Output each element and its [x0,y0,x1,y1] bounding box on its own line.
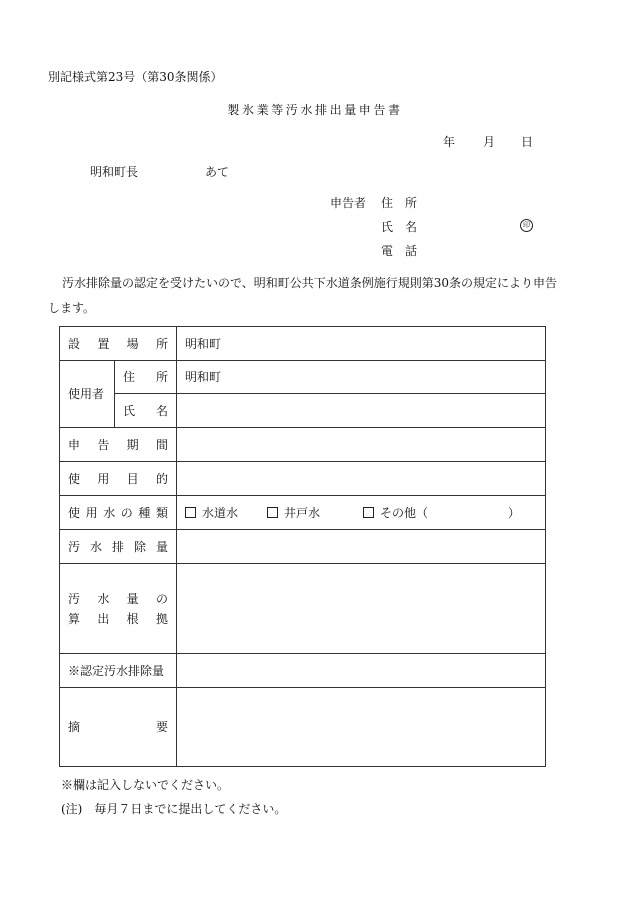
user-label: 使用者 [60,361,115,428]
date-day: 日 [521,135,534,149]
note-deadline: (注) 毎月７日までに提出してください。 [61,802,287,816]
declarant-name-label: 氏 名 [381,220,418,234]
discharge-field[interactable] [177,530,546,564]
option-well-water[interactable] [267,504,363,522]
checkbox-icon[interactable] [185,507,196,518]
row-location [60,327,546,361]
row-period [60,428,546,462]
user-address-label: 住所 [115,361,177,394]
row-discharge [60,530,546,564]
certified-label: ※認定汚水排除量 [60,654,177,688]
row-certified [60,654,546,688]
checkbox-icon[interactable] [363,507,374,518]
declarant-phone-label: 電 話 [381,244,418,258]
option-other[interactable] [363,504,428,522]
form-reference: 別記様式第23号（第30条関係） [48,70,223,84]
declarant-address-label: 住 所 [381,196,418,210]
basis-label [60,564,177,654]
row-basis [60,564,546,654]
date-year: 年 [443,135,456,149]
certified-field [177,654,546,688]
addressee: 明和町長 [90,165,139,179]
location-field[interactable]: 明和町 [177,327,546,361]
purpose-label: 使用目的 [60,462,177,496]
option-label: 水道水 [202,505,239,520]
row-remarks [60,688,546,767]
period-field[interactable] [177,428,546,462]
seal-mark-icon: 印 [520,219,533,232]
note-not-to-fill: ※欄は記入しないでください。 [61,778,230,792]
declarant-label: 申告者 [330,196,367,210]
remarks-field[interactable] [177,688,546,767]
purpose-field[interactable] [177,462,546,496]
row-water-type [60,496,546,530]
other-close-paren: ） [508,505,521,520]
checkbox-icon[interactable] [267,507,278,518]
declaration-text: 汚水排除量の認定を受けたいので、明和町公共下水道条例施行規則第30条の規定により申告します。 [48,276,558,315]
basis-field[interactable] [177,564,546,654]
user-name-label: 氏名 [115,394,177,428]
user-name-field[interactable] [177,394,546,428]
addressee-suffix: あて [205,165,230,179]
remarks-label: 摘要 [60,688,177,767]
row-purpose [60,462,546,496]
basis-label-line1: 汚水量の [68,591,169,606]
user-address-field[interactable]: 明和町 [177,361,546,394]
report-form-table [59,326,546,767]
row-user-address [60,361,546,394]
discharge-label: 汚水排除量 [60,530,177,564]
option-label: その他（ [380,505,429,520]
date-month: 月 [483,135,496,149]
option-label: 井戸水 [284,505,321,520]
water-type-label: 使用水の種類 [60,496,177,530]
document-title: 製氷業等汚水排出量申告書 [227,103,403,117]
period-label: 申告期間 [60,428,177,462]
location-label: 設置場所 [60,327,177,361]
basis-label-line2: 算出根拠 [68,611,169,626]
option-tap-water[interactable] [185,504,267,522]
water-type-field [177,496,546,530]
row-user-name [60,394,546,428]
